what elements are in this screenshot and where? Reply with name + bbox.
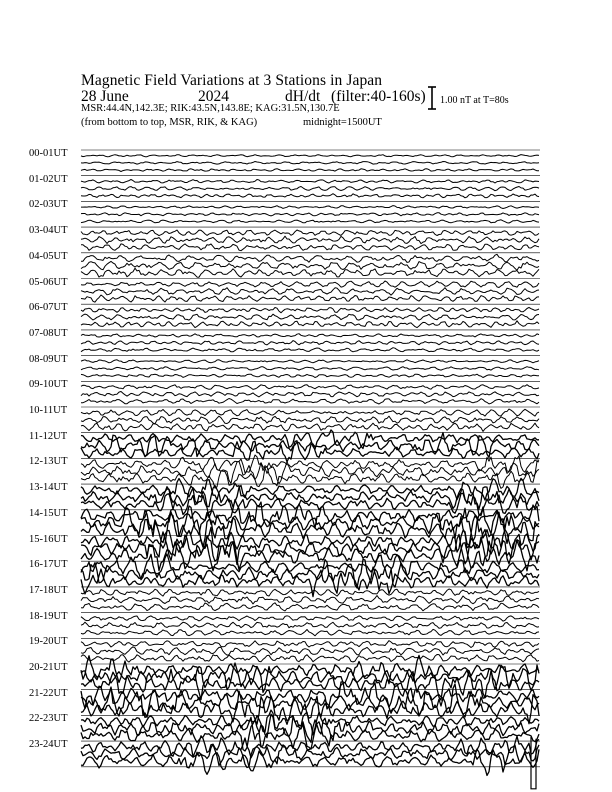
- hour-label: 13-14UT: [29, 482, 68, 494]
- trace-kag: [81, 281, 539, 288]
- trace-kag: [81, 736, 539, 758]
- hour-label: 19-20UT: [29, 636, 68, 648]
- chart-title: Magnetic Field Variations at 3 Stations in Japan: [81, 72, 383, 89]
- hour-label: 23-24UT: [29, 739, 68, 751]
- trace-rik: [81, 314, 539, 320]
- trace-msr: [81, 321, 539, 328]
- hour-label: 21-22UT: [29, 687, 68, 699]
- hour-label: 20-21UT: [29, 662, 68, 673]
- trace-kag: [81, 206, 539, 209]
- trace-rik: [81, 367, 539, 371]
- trace-kag: [81, 385, 539, 390]
- trace-rik: [81, 213, 539, 216]
- trace-rik: [81, 416, 539, 424]
- hour-label: 08-09UT: [29, 353, 68, 365]
- trace-msr: [81, 629, 539, 635]
- trace-kag: [81, 230, 539, 236]
- trace-msr: [81, 467, 539, 489]
- trace-rik: [81, 187, 539, 191]
- trace-kag: [81, 307, 539, 312]
- hour-label: 18-19UT: [29, 610, 68, 622]
- hour-label: 15-16UT: [29, 533, 68, 545]
- trace-rik: [81, 596, 539, 604]
- scale-label: 1.00 nT at T=80s: [440, 95, 509, 106]
- hour-label: 03-04UT: [29, 225, 68, 237]
- trace-rik: [81, 647, 539, 655]
- date-year: 2024: [198, 88, 229, 105]
- trace-kag: [81, 455, 539, 473]
- trace-kag: [81, 589, 539, 596]
- hour-label: 05-06UT: [29, 276, 68, 288]
- hour-label: 07-08UT: [29, 327, 68, 339]
- trace-msr: [81, 423, 539, 431]
- trace-msr: [81, 268, 539, 277]
- trace-msr: [81, 603, 539, 611]
- trace-rik: [81, 236, 539, 243]
- hour-label: 01-02UT: [29, 173, 68, 185]
- hour-label: 22-23UT: [29, 713, 68, 725]
- hour-label: 12-13UT: [29, 456, 68, 468]
- trace-kag: [81, 155, 539, 157]
- date-day: 28 June: [81, 88, 129, 105]
- trace-rik: [81, 261, 539, 270]
- trace-msr: [81, 244, 539, 251]
- hour-label: 14-15UT: [29, 507, 68, 519]
- hour-label: 11-12UT: [29, 430, 68, 442]
- trace-kag: [81, 360, 539, 363]
- filter-label: (filter:40-160s): [331, 88, 426, 105]
- trace-msr: [81, 194, 539, 198]
- trace-rik: [81, 392, 539, 397]
- trace-kag: [81, 641, 539, 648]
- trace-msr: [81, 348, 539, 352]
- trace-rik: [81, 622, 539, 628]
- hour-label: 00-01UT: [29, 148, 68, 159]
- hour-label: 04-05UT: [29, 250, 68, 262]
- trace-msr: [81, 220, 539, 223]
- hour-label: 02-03UT: [29, 199, 68, 211]
- trace-kag: [81, 334, 539, 338]
- hour-label: 06-07UT: [29, 302, 68, 314]
- hour-label: 17-18UT: [29, 584, 68, 596]
- trace-kag: [81, 409, 539, 416]
- trace-rik: [81, 162, 539, 165]
- trace-spike: [531, 737, 536, 789]
- trace-msr: [81, 399, 539, 405]
- trace-msr: [81, 169, 539, 172]
- trace-msr: [81, 655, 539, 663]
- trace-kag: [81, 180, 539, 184]
- hour-label: 09-10UT: [29, 379, 68, 391]
- midnight-note: midnight=1500UT: [303, 117, 382, 128]
- station-coordinates: MSR:44.4N,142.3E; RIK:43.5N,143.8E; KAG:31.5N,130.7E: [81, 103, 340, 114]
- trace-msr: [81, 374, 539, 377]
- trace-kag: [81, 254, 539, 262]
- hour-label: 16-17UT: [29, 559, 68, 571]
- hour-label: 10-11UT: [29, 405, 68, 416]
- scale-bar: [428, 87, 436, 109]
- trace-rik: [81, 341, 539, 345]
- trace-rik: [81, 288, 539, 295]
- trace-msr: [81, 295, 539, 302]
- quantity-label: dH/dt: [285, 88, 321, 105]
- trace-kag: [81, 616, 539, 621]
- station-order-note: (from bottom to top, MSR, RIK, & KAG): [81, 117, 258, 128]
